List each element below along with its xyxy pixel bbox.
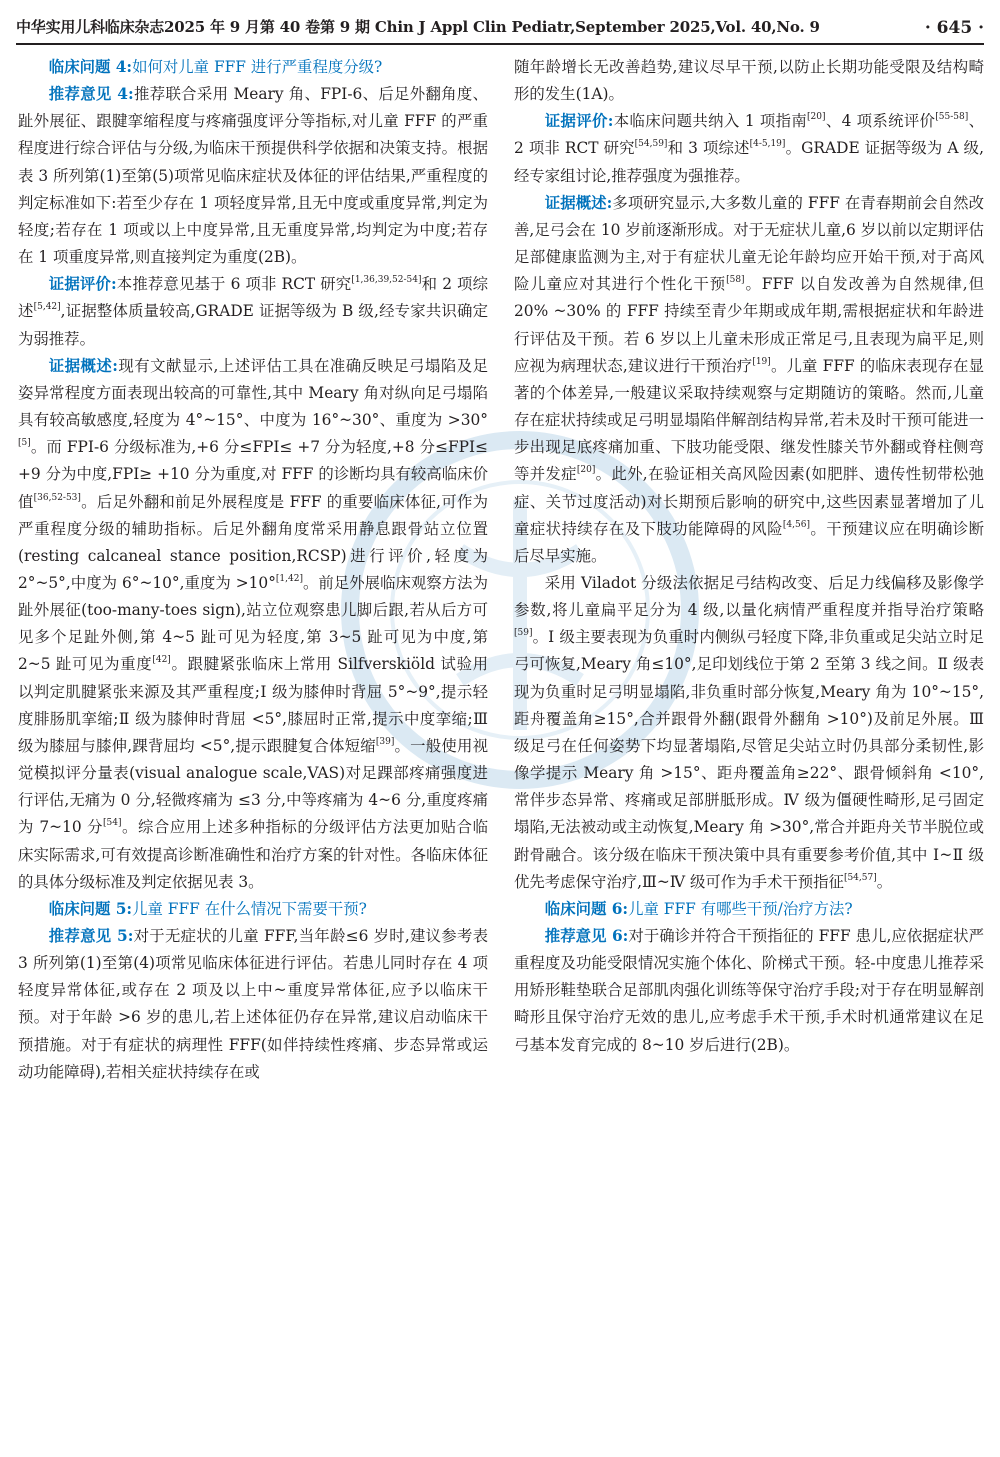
citation: [36,52-53] xyxy=(33,492,81,503)
citation: [54,59] xyxy=(634,139,668,150)
question-5 xyxy=(18,896,488,923)
citation: [5,42] xyxy=(33,302,61,313)
recommendation-5 xyxy=(18,923,488,1086)
evidence-summary-5: 证据概述:多项研究显示,大多数儿童的 FFF 在青春期前会自然改善,足弓会在 10 岁前逐渐形成。对于无症状儿童,6 岁以前以定期评估足部健康监测为主,对于有症状儿童无论年龄均应开始干预,对于高风险儿童应对其进行个性化干预[58]。FFF 以自发改善为自然规律,但 20% ~30% 的 FFF 持续至青少年期或成年期,需根据症状和年龄进行评估及干预。若 6 岁以上儿童未形成正常足弓,且表现为扁平足,则应视为病理状态,建议进行干预治疗[19]。儿童 FFF 的临床表现存在显著的个体差异,一般建议采取持续观察与定期随访的策略。然而,儿童存在症状持续或足弓明显塌陷伴解剖结构异常,若未及时干预可能进一步出现足底疼痛加重、下肢功能受限、继发性膝关节外翻或脊柱侧弯等并发症[20]。此外,在验证相关高风险因素(如肥胖、遗传性韧带松弛症、关节过度活动)对长期预后影响的研究中,这些因素显著增加了儿童症状持续存在及下肢功能障碍的风险[4,56]。干预建议应在明确诊断后尽早实施。 xyxy=(514,193,985,565)
citation: [4,56] xyxy=(782,519,810,530)
citation: [19] xyxy=(752,356,771,367)
header-rule xyxy=(16,43,984,45)
citation: [54,57] xyxy=(843,872,877,883)
recommendation-6 xyxy=(514,923,984,1059)
right-column xyxy=(514,54,984,1059)
citation: [54] xyxy=(103,818,122,829)
evidence-evaluation-5: 证据评价:本临床问题共纳入 1 项指南[20]、4 项系统评价[55-58]、2 项非 RCT 研究[54,59]和 3 项综述[4-5,19]。GRADE 证据等级为 A 级,经专家组讨论,推荐强度为强推荐。 xyxy=(514,112,984,185)
evidence-evaluation-4: 证据评价:本推荐意见基于 6 项非 RCT 研究[1,36,39,52-54]和 2 项综述[5,42],证据整体质量较高,GRADE 证据等级为 B 级,经专家共识确定为弱推荐。 xyxy=(18,275,488,348)
citation: [5] xyxy=(18,438,31,449)
question-6 xyxy=(514,896,984,923)
citation: [58] xyxy=(726,275,745,286)
recommendation-6-text: 对于确诊并符合干预指征的 FFF 患儿,应依据症状严重程度及功能受限情况实施个体化、阶梯式干预。轻-中度患儿推荐采用矫形鞋垫联合足部肌肉强化训练等保守治疗手段;对于存在明显解剖畸形且保守治疗无效的患儿,应考虑手术干预,手术时机通常建议在足弓基本发育完成的 8~10 岁后进行(2B)。 xyxy=(514,927,985,1054)
journal-citation: 中华实用儿科临床杂志2025 年 9 月第 40 卷第 9 期 Chin J Appl Clin Pediatr,September 2025,Vol. 40,No. 9 xyxy=(16,18,820,36)
evidence-summary-4: 证据概述:现有文献显示,上述评估工具在准确反映足弓塌陷及足姿异常程度方面表现出较高的可靠性,其中 Meary 角对纵向足弓塌陷具有较高敏感度,轻度为 4°~15°、中度为 16°~30°、重度为 >30°[5]。而 FPI-6 分级标准为,+6 分≤FPI≤ +7 分为轻度,+8 分≤FPI≤ +9 分为中度,FPI≥ +10 分为重度,对 FFF 的诊断均具有较高临床价值[36,52-53]。后足外翻和前足外展程度是 FFF 的重要临床体征,可作为严重程度分级的辅助指标。后足外翻角度常采用静息跟骨站立位置(resting calcaneal stance position,RCSP)进行评价,轻度为 2°~5°,中度为 6°~10°,重度为 >10°[1,42]。前足外展临床观察方法为趾外展征(too-many-toes sign),站立位观察患儿脚后跟,若从后方可见多个足趾外侧,第 4~5 趾可见为轻度,第 3~5 趾可见为中度,第 2~5 趾可见为重度[42]。跟腱紧张临床上常用 Silfverskiöld 试验用以判定肌腱紧张来源及其严重程度;Ⅰ 级为膝伸时背屈 5°~9°,提示轻度腓肠肌挛缩;Ⅱ 级为膝伸时背屈 <5°,膝屈时正常,提示中度挛缩;Ⅲ 级为膝屈与膝伸,踝背屈均 <5°,提示跟腱复合体短缩[39]。一般使用视觉模拟评分量表(visual analogue scale,VAS)对足踝部疼痛强度进行评估,无痛为 0 分,轻微疼痛为 ≤3 分,中等疼痛为 4~6 分,重度疼痛为 7~10 分[54]。综合应用上述多种指标的分级评估方法更加贴合临床实际需求,可有效提高诊断准确性和治疗方案的针对性。各临床体征的具体分级标准及判定依据见表 3。 xyxy=(18,356,489,891)
citation: [1,36,39,52-54] xyxy=(351,275,422,286)
evidence-evaluation-5-label: 证据评价: xyxy=(544,112,614,131)
citation: [20] xyxy=(807,112,826,123)
question-4-label: 临床问题 4: xyxy=(48,58,133,76)
citation: [20] xyxy=(576,465,596,476)
recommendation-4 xyxy=(18,81,488,271)
recommendation-5-label: 推荐意见 5: xyxy=(48,927,134,945)
citation: [4-5,19] xyxy=(749,139,786,150)
recommendation-6-label: 推荐意见 6: xyxy=(544,927,629,945)
recommendation-4-label: 推荐意见 4: xyxy=(48,85,134,104)
recommendation-4-text: 推荐联合采用 Meary 角、FPI-6、后足外翻角度、趾外展征、跟腱挛缩程度与疼痛强度评分等指标,对儿童 FFF 的严重程度进行综合评估与分级,为临床干预提供科学依据和决策支持。根据表 3 所列第(1)至第(5)项常见临床症状及体征的评估结果,严重程度的判定标准如下:若至少存在 1 项轻度异常,且无中度或重度异常,判定为轻度;若存在 1 项或以上中度异常,且无重度异常,均判定为中度;若存在 1 项重度异常,则直接判定为重度(2B)。 xyxy=(18,85,488,267)
recommendation-5-continued: 随年龄增长无改善趋势,建议尽早干预,以防止长期功能受限及结构畸形的发生(1A)。 xyxy=(514,58,984,104)
running-header xyxy=(16,12,984,42)
evidence-evaluation-4-label: 证据评价: xyxy=(48,275,117,294)
question-6-label: 临床问题 6: xyxy=(544,899,629,918)
evidence-summary-5-label: 证据概述: xyxy=(544,193,613,212)
page-number: · 645 · xyxy=(924,18,984,38)
question-6-text: 儿童 FFF 有哪些干预/治疗方法? xyxy=(628,899,853,918)
citation: [55-58] xyxy=(935,112,969,123)
viladot-paragraph: 采用 Viladot 分级法依据足弓结构改变、后足力线偏移及影像学参数,将儿童扁平足分为 4 级,以量化病情严重程度并指导治疗策略[59]。Ⅰ 级主要表现为负重时内侧纵弓轻度下降,非负重或足尖站立时足弓可恢复,Meary 角≤10°,足印划线位于第 2 至第 3 线之间。Ⅱ 级表现为负重时足弓明显塌陷,非负重时部分恢复,Meary 角为 10°~15°,距舟覆盖角≥15°,合并跟骨外翻(跟骨外翻角 >10°)及前足外展。Ⅲ 级足弓在任何姿势下均显著塌陷,尽管足尖站立时仍具部分柔韧性,影像学提示 Meary 角 >15°、距舟覆盖角≥22°、跟骨倾斜角 <10°,常伴步态异常、疼痛或足部胼胝形成。Ⅳ 级为僵硬性畸形,足弓固定塌陷,无法被动或主动恢复,Meary 角 >30°,常合并距舟关节半脱位或跗骨融合。该分级在临床干预决策中具有重要参考价值,其中 Ⅰ~Ⅱ 级优先考虑保守治疗,Ⅲ~Ⅳ 级可作为手术干预指征[54,57]。 xyxy=(514,573,984,891)
citation: [59] xyxy=(514,628,533,639)
question-5-text: 儿童 FFF 在什么情况下需要干预? xyxy=(132,899,367,918)
left-column xyxy=(18,54,488,1086)
evidence-summary-4-label: 证据概述: xyxy=(48,356,118,375)
recommendation-5-text: 对于无症状的儿童 FFF,当年龄≤6 岁时,建议参考表 3 所列第(1)至第(4)项常见临床体征进行评估。若患儿同时存在 4 项轻度异常体征,或存在 2 项及以上中~重度异常体征,应予以临床干预。对于年龄 >6 岁的患儿,若上述体征仍存在异常,建议启动临床干预措施。对于有症状的病理性 FFF(如伴持续性疼痛、步态异常或运动功能障碍),若相关症状持续存在或 xyxy=(18,927,488,1081)
citation: [42] xyxy=(152,655,171,666)
citation: [39] xyxy=(375,736,395,747)
question-5-label: 临床问题 5: xyxy=(48,899,133,918)
question-4 xyxy=(18,54,488,81)
question-4-text: 如何对儿童 FFF 进行严重程度分级? xyxy=(132,58,383,76)
citation: [1,42] xyxy=(275,573,303,584)
